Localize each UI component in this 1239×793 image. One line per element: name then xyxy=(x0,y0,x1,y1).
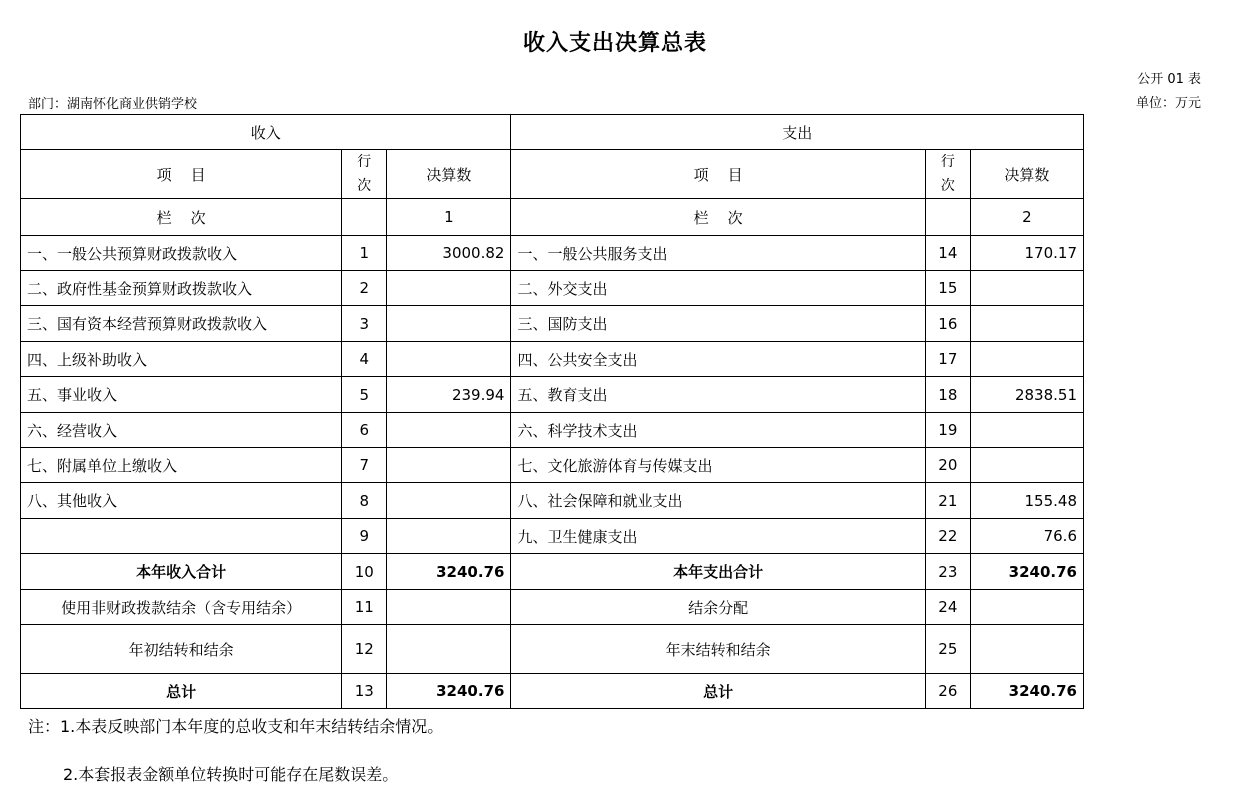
income-subtotal-label: 本年收入合计 xyxy=(21,554,342,590)
income-item: 一、一般公共预算财政拨款收入 xyxy=(21,236,342,271)
income-amount xyxy=(387,483,511,519)
income-total-amount: 3240.76 xyxy=(387,674,511,709)
income-item: 二、政府性基金预算财政拨款收入 xyxy=(21,271,342,306)
income-amount xyxy=(387,519,511,554)
income-row-no: 8 xyxy=(342,483,387,519)
income-total-label: 总计 xyxy=(21,674,342,709)
income-item: 四、上级补助收入 xyxy=(21,342,342,377)
expense-amount-header: 决算数 xyxy=(970,150,1083,199)
table-row xyxy=(21,236,1084,271)
table-row xyxy=(21,271,1084,306)
income-item: 三、国有资本经营预算财政拨款收入 xyxy=(21,306,342,342)
income-amount xyxy=(387,413,511,448)
income-amount xyxy=(387,448,511,483)
expense-row-no: 23 xyxy=(925,554,970,590)
income-subtotal-amount: 3240.76 xyxy=(387,554,511,590)
income-amount xyxy=(387,590,511,625)
expense-subtotal-amount: 3240.76 xyxy=(970,554,1083,590)
page-title: 收入支出决算总表 xyxy=(522,31,707,56)
income-row-no: 11 xyxy=(342,590,387,625)
income-item: 八、其他收入 xyxy=(21,483,342,519)
table-row xyxy=(21,448,1084,483)
expense-amount xyxy=(970,448,1083,483)
expense-amount: 170.17 xyxy=(970,236,1083,271)
expense-amount xyxy=(970,306,1083,342)
income-column-index: 1 xyxy=(387,199,511,236)
expense-row-no: 20 xyxy=(925,448,970,483)
expense-row-no: 14 xyxy=(925,236,970,271)
unit-label: 单位：万元 xyxy=(1135,96,1201,111)
income-row-no: 2 xyxy=(342,271,387,306)
expense-row-no: 15 xyxy=(925,271,970,306)
income-column-index-label: 栏 次 xyxy=(21,199,342,236)
income-item: 年初结转和结余 xyxy=(21,625,342,674)
income-item: 使用非财政拨款结余（含专用结余） xyxy=(21,590,342,625)
income-column-index-blank xyxy=(342,199,387,236)
income-row-no: 3 xyxy=(342,306,387,342)
income-item: 七、附属单位上缴收入 xyxy=(21,448,342,483)
expense-item: 九、卫生健康支出 xyxy=(511,519,925,554)
expense-row-no-header: 行 次 xyxy=(925,150,970,199)
expense-item: 一、一般公共服务支出 xyxy=(511,236,925,271)
footnote-2: 2.本套报表金额单位转换时可能存在尾数误差。 xyxy=(63,765,399,784)
expense-item: 五、教育支出 xyxy=(511,377,925,413)
expense-row-no: 24 xyxy=(925,590,970,625)
income-amount: 3000.82 xyxy=(387,236,511,271)
expense-amount xyxy=(970,271,1083,306)
expense-item: 二、外交支出 xyxy=(511,271,925,306)
income-row-no-header: 行 次 xyxy=(342,150,387,199)
expense-row-no: 26 xyxy=(925,674,970,709)
form-number: 公开 01 表 xyxy=(1137,72,1201,87)
expense-amount xyxy=(970,590,1083,625)
expense-item: 三、国防支出 xyxy=(511,306,925,342)
expense-item-header: 项 目 xyxy=(511,150,925,199)
income-row-no: 1 xyxy=(342,236,387,271)
expense-subtotal-label: 本年支出合计 xyxy=(511,554,925,590)
expense-amount xyxy=(970,342,1083,377)
column-header-row xyxy=(21,150,1084,199)
expense-amount xyxy=(970,413,1083,448)
expense-row-no: 17 xyxy=(925,342,970,377)
expense-item: 七、文化旅游体育与传媒支出 xyxy=(511,448,925,483)
table-row xyxy=(21,377,1084,413)
income-amount xyxy=(387,306,511,342)
table-row xyxy=(21,483,1084,519)
income-item xyxy=(21,519,342,554)
income-item: 五、事业收入 xyxy=(21,377,342,413)
section-header-row xyxy=(21,115,1084,150)
income-row-no: 9 xyxy=(342,519,387,554)
income-row-no: 4 xyxy=(342,342,387,377)
income-item: 六、经营收入 xyxy=(21,413,342,448)
expense-column-index-blank xyxy=(925,199,970,236)
table-row xyxy=(21,590,1084,625)
expense-column-index-label: 栏 次 xyxy=(511,199,925,236)
table-row xyxy=(21,519,1084,554)
income-row-no: 6 xyxy=(342,413,387,448)
income-row-no: 13 xyxy=(342,674,387,709)
expense-header: 支出 xyxy=(511,115,1084,150)
expense-amount: 2838.51 xyxy=(970,377,1083,413)
column-index-row xyxy=(21,199,1084,236)
expense-row-no: 16 xyxy=(925,306,970,342)
income-row-no: 5 xyxy=(342,377,387,413)
income-item-header: 项 目 xyxy=(21,150,342,199)
income-amount-header: 决算数 xyxy=(387,150,511,199)
income-amount: 239.94 xyxy=(387,377,511,413)
income-amount xyxy=(387,271,511,306)
expense-amount: 155.48 xyxy=(970,483,1083,519)
expense-item: 四、公共安全支出 xyxy=(511,342,925,377)
expense-amount: 76.6 xyxy=(970,519,1083,554)
expense-item: 六、科学技术支出 xyxy=(511,413,925,448)
budget-summary-table xyxy=(20,114,1084,709)
income-amount xyxy=(387,342,511,377)
footnote-1: 注：1.本表反映部门本年度的总收支和年末结转结余情况。 xyxy=(28,717,444,736)
department-label: 部门：湖南怀化商业供销学校 xyxy=(28,97,198,112)
income-row-no: 12 xyxy=(342,625,387,674)
expense-row-no: 25 xyxy=(925,625,970,674)
expense-item: 八、社会保障和就业支出 xyxy=(511,483,925,519)
income-row-no: 10 xyxy=(342,554,387,590)
expense-amount xyxy=(970,625,1083,674)
table-row xyxy=(21,413,1084,448)
subtotal-row xyxy=(21,554,1084,590)
expense-row-no: 21 xyxy=(925,483,970,519)
expense-total-label: 总计 xyxy=(511,674,925,709)
income-row-no: 7 xyxy=(342,448,387,483)
expense-row-no: 19 xyxy=(925,413,970,448)
table-row xyxy=(21,625,1084,674)
expense-row-no: 22 xyxy=(925,519,970,554)
total-row xyxy=(21,674,1084,709)
income-amount xyxy=(387,625,511,674)
table-row xyxy=(21,306,1084,342)
expense-column-index: 2 xyxy=(970,199,1083,236)
income-header: 收入 xyxy=(21,115,511,150)
expense-total-amount: 3240.76 xyxy=(970,674,1083,709)
expense-row-no: 18 xyxy=(925,377,970,413)
expense-item: 结余分配 xyxy=(511,590,925,625)
expense-item: 年末结转和结余 xyxy=(511,625,925,674)
table-row xyxy=(21,342,1084,377)
